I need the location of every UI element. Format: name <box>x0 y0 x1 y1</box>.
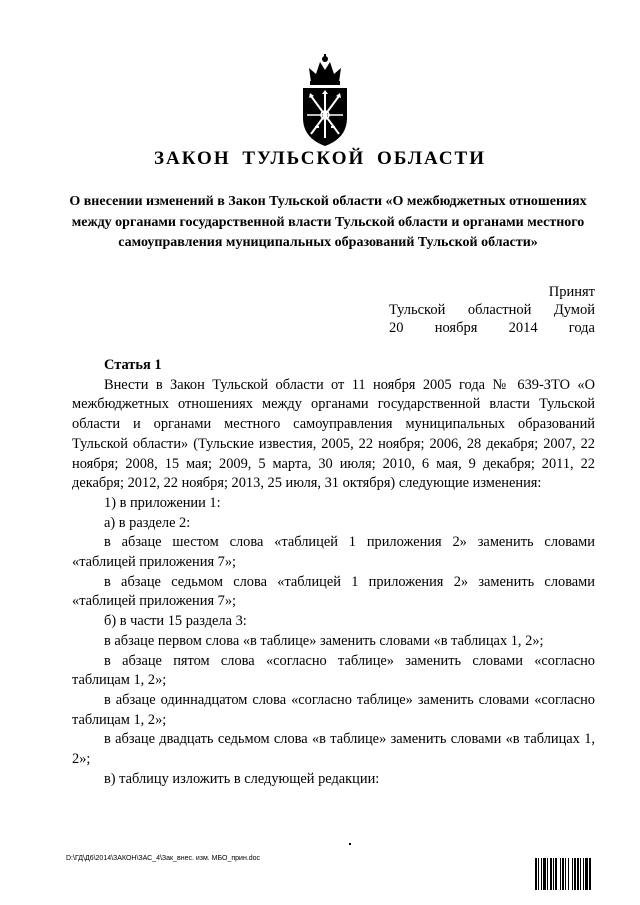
accepted-by-word-1: Тульской <box>389 302 446 318</box>
accepted-year: 2014 <box>508 320 538 336</box>
paragraph: 1) в приложении 1: <box>104 494 221 511</box>
accepted-block <box>389 283 595 337</box>
paragraph: Внести в Закон Тульской области от 11 ноября 2005 года № 639-ЗТО «О межбюджетных отношениях между органами государственной власти Тульской области и органами местного самоуправления муниципальных образований Тульской области» (Тульские известия, 2005, 22 ноября; 2006, 28 декабря; 2007, 22 ноября; 2008, 15 мая; 2009, 5 марта, 30 июля; 2010, 6 мая, 9 декабря; 2011, 22 декабря; 2012, 22 ноября; 2013, 25 июля, 31 октября) следующие изменения: <box>72 376 595 492</box>
accepted-by-word-2: областной <box>467 302 532 318</box>
law-title: ЗАКОН ТУЛЬСКОЙ ОБЛАСТИ <box>153 148 487 169</box>
paragraph: в абзаце пятом слова «согласно таблице» заменить словами «согласно таблицам 1, 2»; <box>72 652 595 689</box>
barcode-icon <box>535 858 595 890</box>
accepted-year-word: года <box>568 320 595 336</box>
footer-file-path: D:\ГД\Д6\2014\ЗАКОН\ЗАС_4\Зак_внес. изм. МБО_прин.doc <box>66 855 261 862</box>
paragraph: в абзаце седьмом слова «таблицей 1 приложения 2» заменить словами «таблицей приложения 7»; <box>72 573 595 610</box>
law-body <box>72 356 595 789</box>
law-subtitle: О внесении изменений в Закон Тульской области «О межбюджетных отношениях между органами государственной власти Тульской области и органами местного самоуправления муниципальных образований Тульской области» <box>69 194 587 250</box>
accepted-month: ноября <box>434 320 478 336</box>
stray-dot <box>349 843 351 845</box>
paragraph: б) в части 15 раздела 3: <box>104 613 247 630</box>
tula-coat-of-arms-emblem <box>295 52 355 148</box>
accepted-label: Принят <box>548 284 595 300</box>
accepted-by-word-3: Думой <box>553 302 595 318</box>
paragraph: в) таблицу изложить в следующей редакции: <box>104 770 380 787</box>
paragraph: в абзаце шестом слова «таблицей 1 приложения 2» заменить словами «таблицей приложения 7»; <box>72 534 595 571</box>
paragraph: в абзаце первом слова «в таблице» заменить словами «в таблицах 1, 2»; <box>104 632 544 649</box>
paragraph: в абзаце одиннадцатом слова «согласно таблице» заменить словами «согласно таблицам 1, 2»; <box>72 691 595 728</box>
accepted-day: 20 <box>389 320 404 336</box>
paragraph: а) в разделе 2: <box>104 514 191 531</box>
paragraph: в абзаце двадцать седьмом слова «в таблице» заменить словами «в таблицах 1, 2»; <box>72 731 595 768</box>
article-heading: Статья 1 <box>104 357 162 373</box>
